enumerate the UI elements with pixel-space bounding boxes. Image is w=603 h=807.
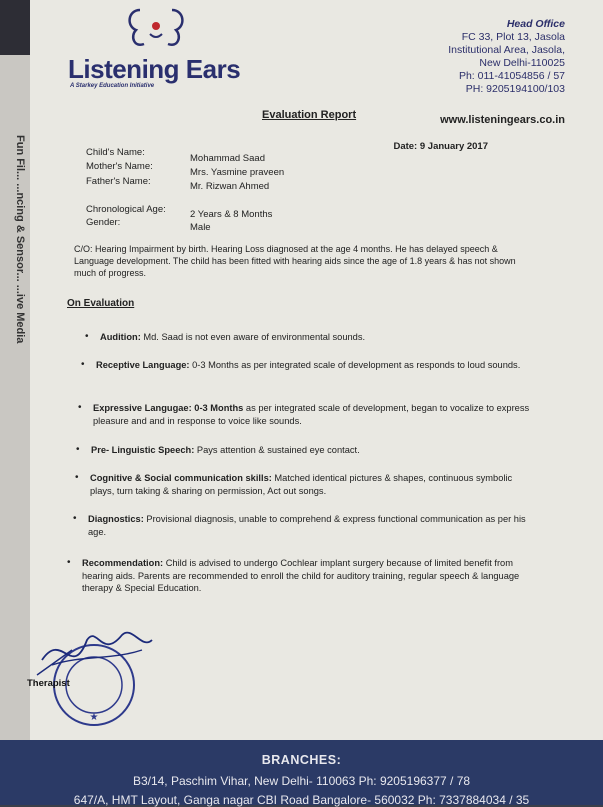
bullet-icon: •: [85, 331, 89, 342]
evaluation-item: [81, 359, 536, 372]
evaluation-item: [85, 331, 540, 344]
brand-tagline: A Starkey Education Initiative: [70, 83, 155, 89]
edge-text: Fun Fil... ...ncing & Sensor... ...ive Media: [14, 135, 26, 344]
report-date: Date: 9 January 2017: [393, 141, 488, 152]
bullet-icon: •: [76, 444, 80, 455]
item-label: Expressive Langugae: 0-3 Months: [93, 403, 244, 413]
item-text: Md. Saad is not even aware of environmental sounds.: [140, 332, 366, 342]
complaint-summary: C/O: Hearing Impairment by birth. Hearing Loss diagnosed at the age 4 months. He has delayed speech & Language development. The child has been fitted with hearing aids since the age of 1.8 years & has not shown much of progress.: [74, 244, 516, 278]
branches-footer: [0, 740, 603, 805]
phone-line: Ph: 011-41054856 / 57: [458, 70, 565, 82]
signatory-label: Therapist: [27, 678, 70, 689]
item-text: 0-3 Months as per integrated scale of development as responds to loud sounds.: [189, 360, 521, 370]
branches-heading: BRANCHES:: [261, 753, 342, 767]
item-label: Cognitive & Social communication skills:: [90, 473, 272, 483]
evaluation-item: [73, 513, 528, 538]
field-value: Mr. Rizwan Ahmed: [190, 181, 270, 192]
field-label: Chronological Age:: [86, 204, 166, 215]
bullet-icon: •: [73, 513, 77, 524]
field-value: 2 Years & 8 Months: [190, 209, 273, 220]
listening-ears-logo-icon: [120, 4, 192, 54]
svg-text:★: ★: [89, 712, 99, 723]
field-label: Mother's Name:: [86, 161, 153, 172]
bullet-icon: •: [81, 359, 85, 370]
branch-address: B3/14, Paschim Vihar, New Delhi- 110063 Ph: 9205196377 / 78: [132, 774, 471, 788]
address-line: Institutional Area, Jasola,: [448, 44, 565, 56]
bullet-icon: •: [78, 402, 82, 413]
branch-address: 647/A, HMT Layout, Ganga nagar CBI Road Bangalore- 560032 Ph: 7337884034 / 35: [73, 793, 530, 807]
evaluation-item: [78, 402, 533, 427]
section-heading: On Evaluation: [67, 298, 135, 309]
item-text: Matched identical pictures & shapes, continuous symbolic plays, turn taking & sharing on permission, Act out songs.: [90, 473, 513, 496]
bullet-icon: •: [75, 472, 79, 483]
field-value: Mrs. Yasmine praveen: [190, 167, 285, 178]
brand-name: Listening Ears: [68, 54, 241, 84]
field-value: Mohammad Saad: [190, 153, 265, 164]
field-label: Father's Name:: [86, 176, 151, 187]
item-text: Child is advised to undergo Cochlear implant surgery because of limited benefit from hearing aids. Parents are recommended to enroll the child for auditory training, regular speech & language therapy & Special Education.: [82, 558, 520, 593]
field-label: Child's Name:: [86, 147, 145, 158]
bullet-icon: •: [67, 557, 71, 568]
head-office-label: Head Office: [506, 18, 565, 30]
field-value: Male: [190, 222, 211, 233]
item-text: Pays attention & sustained eye contact.: [194, 445, 360, 455]
field-label: Gender:: [86, 217, 121, 228]
head-office-address: [448, 18, 565, 96]
address-line: FC 33, Plot 13, Jasola: [461, 31, 565, 43]
item-text: Provisional diagnosis, unable to comprehend & express functional communication as per his age.: [88, 514, 526, 537]
item-label: Receptive Language:: [96, 360, 190, 370]
adjacent-page-edge: [0, 0, 30, 805]
item-label: Pre- Linguistic Speech:: [91, 445, 195, 455]
report-title: Evaluation Report: [262, 109, 357, 121]
item-label: Diagnostics:: [88, 514, 144, 524]
evaluation-item: [75, 472, 530, 497]
evaluation-item: [76, 444, 531, 457]
item-label: Recommendation:: [82, 558, 164, 568]
item-text: as per integrated scale of development, began to vocalize to express pleasure and and in response to voice like sounds.: [93, 403, 530, 426]
item-label: Audition:: [100, 332, 141, 342]
evaluation-item: [67, 557, 532, 595]
signature-and-stamp: [32, 620, 162, 730]
phone-line: PH: 9205194100/103: [465, 83, 565, 95]
website-link: www.listeningears.co.in: [440, 114, 565, 126]
address-line: New Delhi-110025: [479, 57, 565, 69]
